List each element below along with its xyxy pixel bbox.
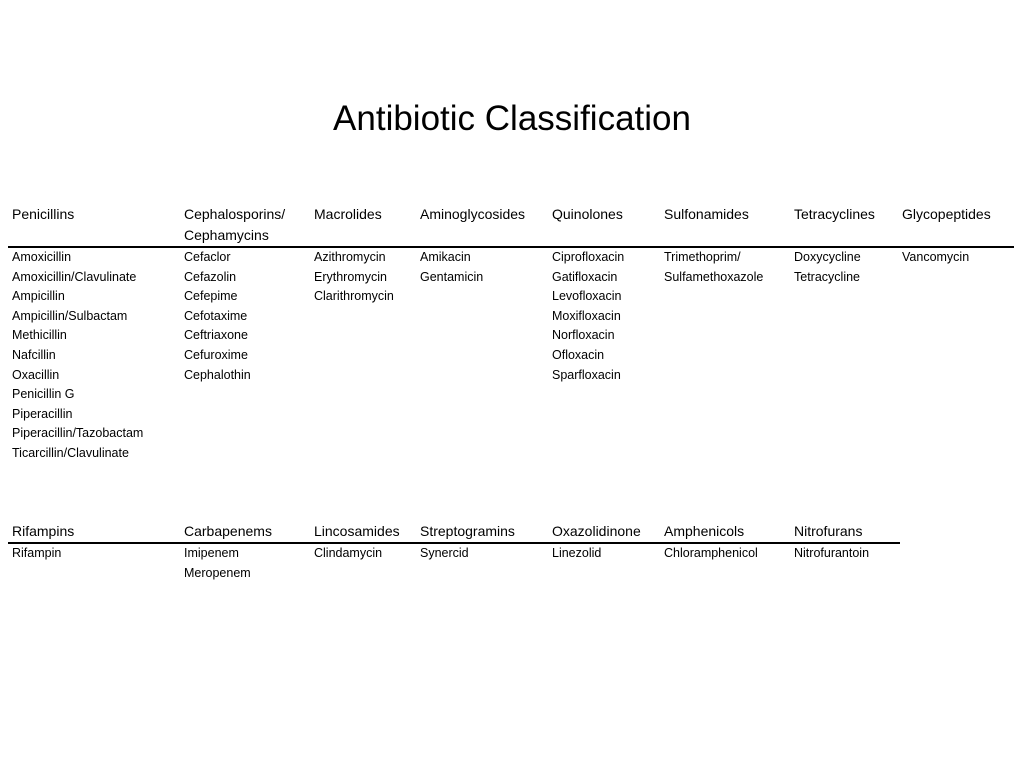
drug-item: Ceftriaxone [184, 328, 248, 343]
column-header-label: Aminoglycosides [420, 206, 526, 222]
drug-list-sulfonamides [664, 248, 763, 287]
drug-item: Amoxicillin/Clavulinate [12, 269, 137, 284]
column-header-label: Tetracyclines [794, 206, 875, 222]
column-header [420, 204, 525, 225]
drug-list-carbapenems [184, 544, 251, 583]
column-header-label: Cephamycins [184, 227, 269, 243]
drug-item: Moxifloxacin [552, 308, 621, 323]
drug-item: Trimethoprim/ [664, 250, 741, 264]
drug-list-penicillins [12, 248, 143, 464]
drug-item: Cefaclor [184, 250, 231, 264]
drug-list-macrolides [314, 248, 394, 307]
column-header: Carbapenems [184, 523, 272, 539]
column-header-label: Glycopeptides [902, 206, 991, 222]
drug-item: Gatifloxacin [552, 269, 618, 284]
drug-item: Linezolid [552, 546, 602, 560]
drug-item: Imipenem [184, 546, 239, 560]
drug-list-streptogramins [420, 544, 469, 564]
drug-item: Rifampin [12, 546, 62, 560]
column-header [552, 204, 623, 225]
drug-item: Nitrofurantoin [794, 546, 870, 560]
drug-item: Doxycycline [794, 250, 861, 264]
column-header [902, 204, 991, 225]
drug-list-quinolones [552, 248, 624, 385]
column-header [664, 204, 749, 225]
drug-item: Sulfamethoxazole [664, 269, 764, 284]
column-header: Lincosamides [314, 523, 400, 539]
drug-item: Ofloxacin [552, 347, 605, 362]
column-header: Amphenicols [664, 523, 745, 539]
column-header-label: Cephalosporins/ [184, 206, 286, 222]
drug-list-lincosamides [314, 544, 382, 564]
drug-item: Ampicillin/Sulbactam [12, 308, 128, 323]
drug-item: Piperacillin [12, 406, 73, 421]
drug-list-glycopeptides [902, 248, 969, 268]
drug-item: Levofloxacin [552, 289, 622, 304]
drug-list-tetracyclines [794, 248, 861, 287]
drug-item: Penicillin G [12, 387, 75, 402]
drug-item: Piperacillin/Tazobactam [12, 426, 144, 441]
column-header: Nitrofurans [794, 523, 863, 539]
drug-item: Amikacin [420, 250, 471, 264]
drug-item: Clarithromycin [314, 289, 394, 304]
drug-item: Ciprofloxacin [552, 250, 625, 264]
drug-item: Tetracycline [794, 269, 860, 284]
drug-item: Nafcillin [12, 347, 56, 362]
drug-item: Methicillin [12, 328, 67, 343]
drug-item: Chloramphenicol [664, 546, 758, 560]
drug-item: Synercid [420, 546, 469, 560]
drug-item: Erythromycin [314, 269, 387, 284]
drug-list-oxazolidinone [552, 544, 601, 564]
drug-list-nitrofurans [794, 544, 869, 564]
drug-item: Ampicillin [12, 289, 65, 304]
column-header-label: Penicillins [12, 206, 75, 222]
drug-item: Sparfloxacin [552, 367, 621, 382]
drug-item: Cefotaxime [184, 308, 248, 323]
drug-item: Amoxicillin [12, 250, 72, 264]
drug-item: Cefepime [184, 289, 238, 304]
column-header [12, 204, 74, 225]
column-header [794, 204, 875, 225]
drug-list-cephalosporins [184, 248, 251, 385]
column-header [314, 204, 382, 225]
drug-item: Ticarcillin/Clavulinate [12, 445, 129, 460]
drug-item: Oxacillin [12, 367, 60, 382]
drug-item: Azithromycin [314, 250, 386, 264]
column-header-label: Sulfonamides [664, 206, 749, 222]
drug-item: Vancomycin [902, 250, 970, 264]
drug-item: Gentamicin [420, 269, 484, 284]
drug-list-rifampins [12, 544, 61, 564]
drug-item: Cefazolin [184, 269, 237, 284]
header-divider-line [8, 246, 1014, 248]
drug-item: Clindamycin [314, 546, 383, 560]
drug-item: Meropenem [184, 565, 251, 580]
drug-list-aminoglycosides [420, 248, 483, 287]
column-header: Oxazolidinone [552, 523, 641, 539]
slide-title: Antibiotic Classification [333, 99, 691, 139]
column-header: Streptogramins [420, 523, 515, 539]
column-header-label: Quinolones [552, 206, 623, 222]
drug-item: Cefuroxime [184, 347, 248, 362]
column-header: Rifampins [12, 523, 75, 539]
column-header-label: Macrolides [314, 206, 382, 222]
drug-item: Norfloxacin [552, 328, 615, 343]
drug-item: Cephalothin [184, 367, 251, 382]
column-header [184, 204, 285, 246]
drug-list-amphenicols [664, 544, 758, 564]
